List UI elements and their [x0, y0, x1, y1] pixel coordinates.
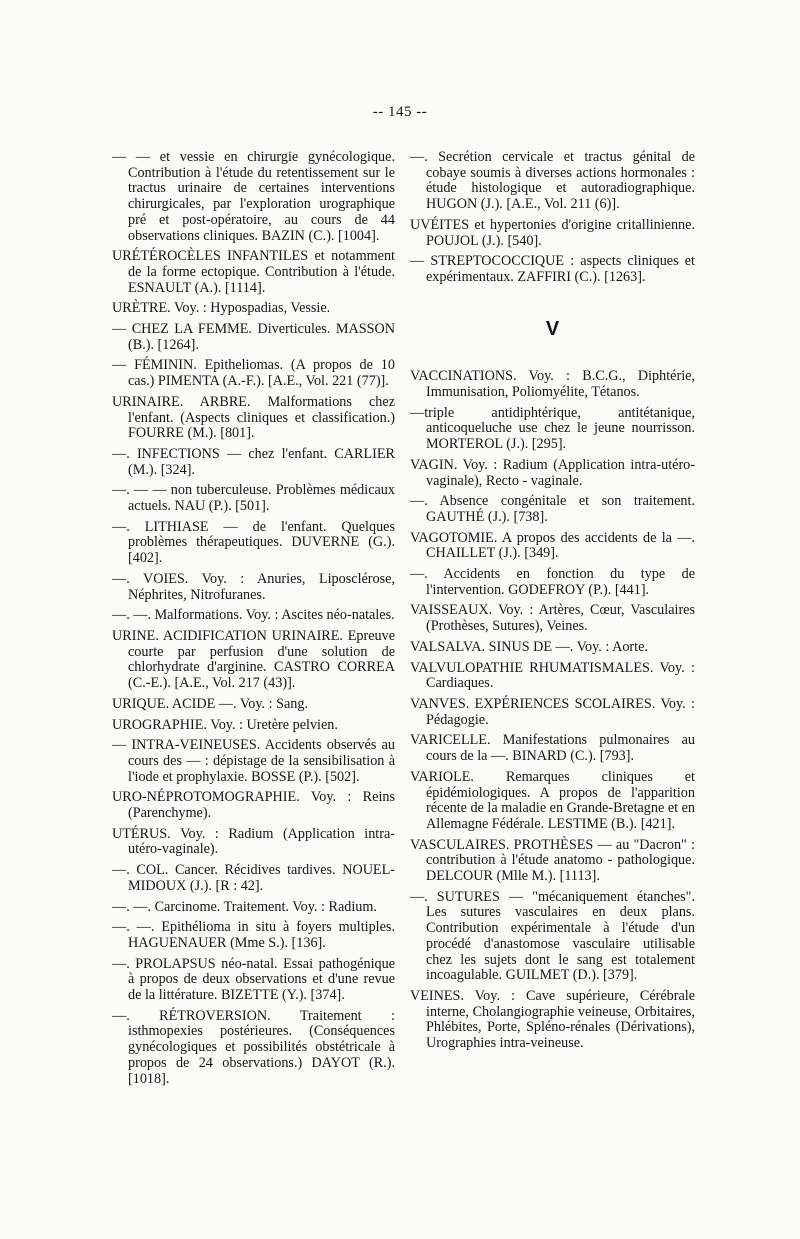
index-entry: VANVES. EXPÉRIENCES SCOLAIRES. Voy. : Pédagogie. [410, 695, 695, 728]
index-entry: VACCINATIONS. Voy. : B.C.G., Diphtérie, Immunisation, Poliomyélite, Tétanos. [410, 368, 695, 401]
index-entry: — STREPTOCOCCIQUE : aspects cliniques et expérimentaux. ZAFFIRI (C.). [1263]. [410, 253, 695, 285]
index-entry: URÉTÉROCÈLES INFANTILES et notamment de la forme ectopique. Contribution à l'étude. ESNAULT (A.). [1114]. [112, 248, 395, 296]
index-entry: VALVULOPATHIE RHUMATISMALES. Voy. : Cardiaques. [410, 659, 695, 692]
index-entry: UVÉITES et hypertonies d'origine critallinienne. POUJOL (J.). [540]. [410, 216, 695, 249]
index-entry: VARIOLE. Remarques cliniques et épidémiologiques. A propos de l'apparition récente de la maladie en Grande-Bretagne et en Allemagne Fédérale. LESTIME (B.). [421]. [410, 768, 696, 832]
index-entry: —. — — non tuberculeuse. Problèmes médicaux actuels. NAU (P.). [501]. [112, 482, 395, 515]
index-entry: UTÉRUS. Voy. : Radium (Application intra-utéro-vaginale). [112, 825, 395, 858]
index-entry: VASCULAIRES. PROTHÈSES — au "Dacron" : contribution à l'étude anatomo - pathologique. DELCOUR (Mlle M.). [1113]. [410, 836, 695, 885]
index-entry: URINAIRE. ARBRE. Malformations chez l'enfant. (Aspects cliniques et classification.) FOURRE (M.). [801]. [112, 393, 395, 442]
index-entry: URO-NÉPROTOMOGRAPHIE. Voy. : Reins (Parenchyme). [112, 789, 395, 822]
index-entry: VAGOTOMIE. A propos des accidents de la —. CHAILLET (J.). [349]. [410, 529, 695, 562]
index-entry: — CHEZ LA FEMME. Diverticules. MASSON (B.). [1264]. [112, 321, 395, 353]
index-entry: — — et vessie en chirurgie gynécologique. Contribution à l'étude du retentissement sur le tractus urinaire de certaines interventions chirurgicales, par l'exploration urographique pré et post-opératoire, au cours de 44 observations cliniques. BAZIN (C.). [1004]. [112, 149, 395, 244]
index-entry: —. SUTURES — "mécaniquement étanches". Les sutures vasculaires en deux plans. Contribution expérimentale à l'étude d'un procédé d'anastomose vasculaire utilisable chez les sujets dont le sang est totalement incoagulable. GUILMET (D.). [379]. [410, 888, 695, 984]
index-entry: VALSALVA. SINUS DE —. Voy. : Aorte. [410, 638, 648, 655]
index-entry: —. —. Epithélioma in situ à foyers multiples. HAGUENAUER (Mme S.). [136]. [112, 919, 395, 951]
index-entry: —triple antidiphtérique, antitétanique, anticoqueluche use chez le jeune nourrisson. MORTEROL (J.). [295]. [410, 404, 695, 453]
index-entry: UROGRAPHIE. Voy. : Uretère pelvien. [112, 716, 338, 733]
index-entry: —. Secrétion cervicale et tractus génital de cobaye soumis à diverses actions hormonales : étude histologique et autoradiographique. HUGON (J.). [A.E., Vol. 211 (6)]. [410, 149, 695, 213]
section-letter: V [545, 317, 560, 340]
index-entry: — INTRA-VEINEUSES. Accidents observés au cours des — : dépistage de la sensibilisation à l'iode et prophylaxie. BOSSE (P.). [502]. [112, 737, 395, 785]
index-entry: URINE. ACIDIFICATION URINAIRE. Epreuve courte par perfusion d'une solution de chlorhydrate d'arginine. CASTRO CORREA (C.-E.). [A.E., Vol. 217 (43)]. [112, 627, 395, 692]
index-entry: —. LITHIASE — de l'enfant. Quelques problèmes thérapeutiques. DUVERNE (G.). [402]. [112, 518, 395, 567]
index-entry: —. Accidents en fonction du type de l'intervention. GODEFROY (P.). [441]. [410, 566, 695, 598]
index-entry: —. RÉTROVERSION. Traitement : isthmopexies postérieures. (Conséquences gynécologiques et possibilités obstétricale à propos de 24 observations.) DAYOT (R.). [1018]. [112, 1007, 395, 1087]
index-entry: —. COL. Cancer. Récidives tardives. NOUEL-MIDOUX (J.). [R : 42]. [112, 862, 395, 894]
index-entry: —. —. Carcinome. Traitement. Voy. : Radium. [112, 898, 377, 915]
index-entry: VAISSEAUX. Voy. : Artères, Cœur, Vasculaires (Prothèses, Sutures), Veines. [410, 602, 695, 635]
page-number: -- 145 -- [372, 104, 428, 120]
index-entry: VEINES. Voy. : Cave supérieure, Cérébrale interne, Cholangiographie veineuse, Orbitaires, Phlébites, Porte, Spléno-rénales (Dérivations), Urographies intra-veineuse. [410, 987, 695, 1052]
index-entry: —. Absence congénitale et son traitement. GAUTHÉ (J.). [738]. [410, 493, 695, 525]
index-entry: VARICELLE. Manifestations pulmonaires au cours de la —. BINARD (C.). [793]. [410, 732, 695, 765]
right-column [410, 150, 695, 1057]
index-entry: URÈTRE. Voy. : Hypospadias, Vessie. [112, 300, 331, 317]
index-entry: —. INFECTIONS — chez l'enfant. CARLIER (M.). [324]. [112, 445, 395, 478]
index-entry: —. VOIES. Voy. : Anuries, Liposclérose, Néphrites, Nitrofuranes. [112, 570, 395, 603]
index-entry: —. —. Malformations. Voy. : Ascites néo-natales. [112, 607, 395, 624]
index-entry: VAGIN. Voy. : Radium (Application intra-utéro-vaginale), Recto - vaginale. [410, 456, 695, 489]
index-entry: —. PROLAPSUS néo-natal. Essai pathogénique à propos de deux observations et d'une revue de la littérature. BIZETTE (Y.). [374]. [112, 955, 395, 1004]
index-entry: URIQUE. ACIDE —. Voy. : Sang. [112, 695, 309, 712]
index-entry: — FÉMININ. Epitheliomas. (A propos de 10 cas.) PIMENTA (A.-F.). [A.E., Vol. 221 (77)]. [112, 357, 395, 390]
left-column [112, 150, 395, 1092]
